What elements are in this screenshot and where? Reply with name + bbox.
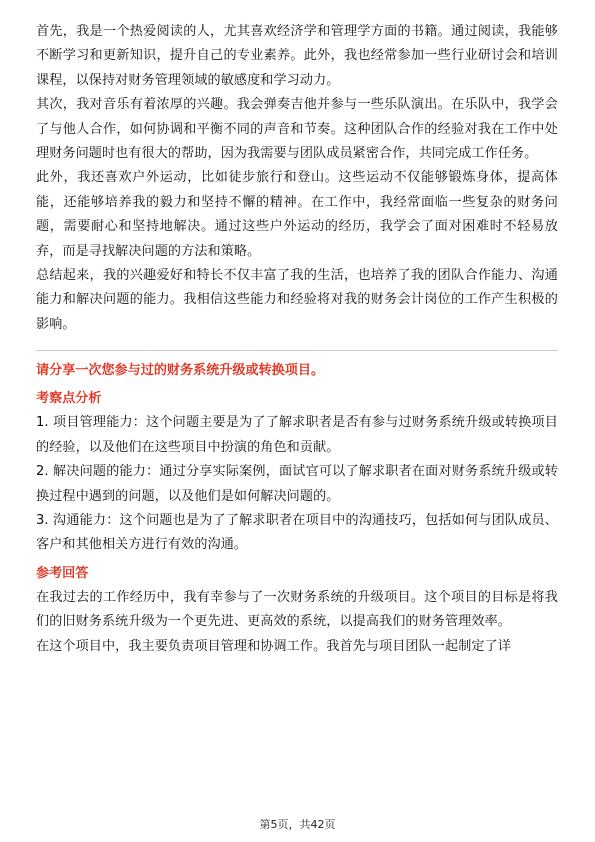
reference-heading: 参考回答 (36, 565, 89, 581)
intro-paragraph: 首先，我是一个热爱阅读的人，尤其喜欢经济学和管理学方面的书籍。通过阅读，我能够不断学习和更新知识，提升自己的专业素养。此外，我也经常参加一些行业研讨会和培训课程，以保持对财务管理领域的敏感度和学习动力。 (36, 24, 558, 88)
reference-paragraph: 在这个项目中，我主要负责项目管理和协调工作。我首先与项目团队一起制定了详 (36, 638, 511, 654)
intro-paragraph: 总结起来，我的兴趣爱好和特长不仅丰富了我的生活，也培养了我的团队合作能力、沟通能力和解决问题的能力。我相信这些能力和经验将对我的财务会计岗位的工作产生积极的影响。 (36, 268, 558, 332)
reference-paragraph: 在我过去的工作经历中，我有幸参与了一次财务系统的升级项目。这个项目的目标是将我们的旧财务系统升级为一个更先进、更高效的系统，以提高我们的财务管理效率。 (36, 589, 558, 630)
page-number-footer: 第5页，共42页 (259, 818, 336, 831)
analysis-item: 1. 项目管理能力：这个问题主要是为了了解求职者是否有参与过财务系统升级或转换项目的经验，以及他们在这些项目中扮演的角色和贡献。 (36, 415, 558, 455)
analysis-item: 3. 沟通能力：这个问题也是为了了解求职者在项目中的沟通技巧，包括如何与团队成员、客户和其他相关方进行有效的沟通。 (36, 512, 558, 553)
section-divider (36, 350, 558, 351)
intro-paragraph: 其次，我对音乐有着浓厚的兴趣。我会弹奏吉他并参与一些乐队演出。在乐队中，我学会了与他人合作，如何协调和平衡不同的声音和节奏。这种团队合作的经验对我在工作中处理财务问题时也有很大的帮助，因为我需要与团队成员紧密合作，共同完成工作任务。 (36, 97, 558, 162)
intro-paragraph: 此外，我还喜欢户外运动，比如徒步旅行和登山。这些运动不仅能够锻炼身体，提高体能，还能够培养我的毅力和坚持不懈的精神。在工作中，我经常面临一些复杂的财务问题，需要耐心和坚持地解决。通过这些户外运动的经历，我学会了面对困难时不轻易放弃，而是寻找解决问题的方法和策略。 (36, 170, 558, 259)
interview-question: 请分享一次您参与过的财务系统升级或转换项目。 (36, 363, 325, 379)
page-content (36, 20, 558, 659)
analysis-item: 2. 解决问题的能力：通过分享实际案例，面试官可以了解求职者在面对财务系统升级或转换过程中遇到的问题，以及他们是如何解决问题的。 (36, 464, 558, 504)
analysis-heading: 考察点分析 (36, 391, 102, 407)
